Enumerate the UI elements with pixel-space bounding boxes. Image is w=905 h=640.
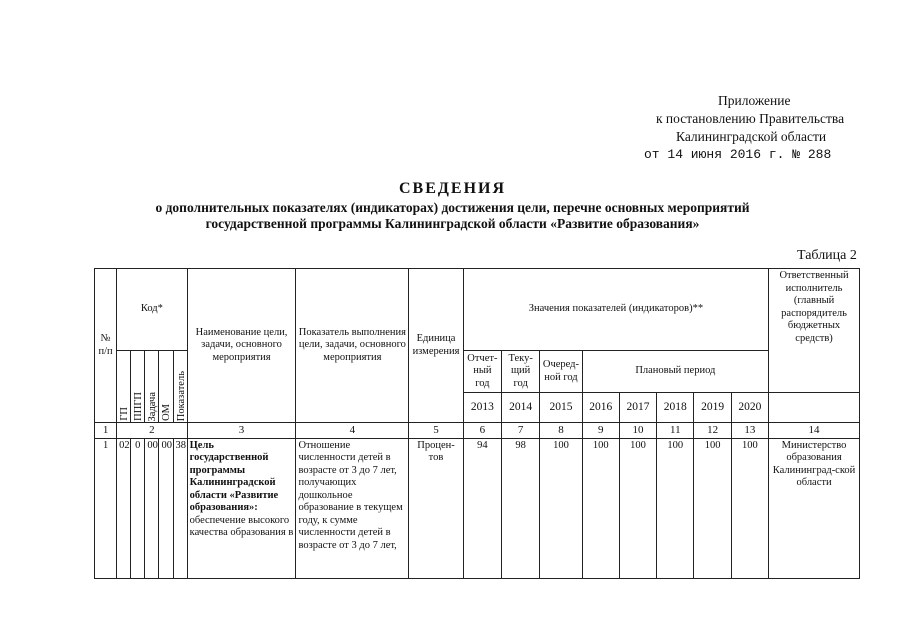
document-title [0, 180, 905, 232]
row-code-gp: 02 [117, 438, 131, 578]
row-value-2019: 100 [694, 438, 731, 578]
year-2014: 2014 [502, 393, 540, 423]
code-col-indicator-label: Показатель [175, 370, 187, 421]
header-current: Теку-щий год [502, 351, 540, 393]
title-line3: государственной программы Калининградской области «Развитие образования» [205, 216, 700, 231]
code-col-gp [117, 351, 131, 423]
code-col-om-label: ОМ [161, 404, 173, 421]
code-col-om [159, 351, 173, 423]
header-responsible-blank [769, 393, 860, 423]
code-col-ppgp-label: ППГП [133, 392, 145, 421]
colnum-8: 8 [540, 423, 582, 439]
header-num: № п/п [95, 269, 117, 423]
column-number-row [95, 423, 860, 439]
row-value-2016: 100 [582, 438, 619, 578]
table-label: Таблица 2 [797, 248, 857, 263]
code-col-indicator [173, 351, 187, 423]
row-indicator: Отношение численности детей в возрасте от 3 до 7 лет, получающих дошкольное образование в текущем году, к сумме численности детей в возрасте от 3 до 7 лет, [296, 438, 409, 578]
header-planned: Плановый период [582, 351, 769, 393]
colnum-12: 12 [694, 423, 731, 439]
header-responsible: Ответственный исполнитель (главный распорядитель бюджетных средств) [769, 269, 860, 393]
year-2015: 2015 [540, 393, 582, 423]
colnum-13: 13 [731, 423, 768, 439]
row-value-2014: 98 [502, 438, 540, 578]
year-2020: 2020 [731, 393, 768, 423]
year-2017: 2017 [619, 393, 656, 423]
code-col-task-label: Задача [147, 391, 159, 421]
colnum-1: 1 [95, 423, 117, 439]
row-code-om: 00 [159, 438, 173, 578]
year-2013: 2013 [463, 393, 501, 423]
colnum-5: 5 [409, 423, 463, 439]
colnum-2: 2 [117, 423, 187, 439]
year-2019: 2019 [694, 393, 731, 423]
code-col-ppgp [131, 351, 145, 423]
header-indicator: Показатель выполнения цели, задачи, основного мероприятия [296, 269, 409, 423]
year-2018: 2018 [657, 393, 694, 423]
appendix-date-text: от 14 июня 2016 г. № [644, 147, 801, 162]
row-code-indicator: 38 [173, 438, 187, 578]
header-reporting: Отчет-ный год [463, 351, 501, 393]
row-responsible: Министерство образования Калининград-ской области [769, 438, 860, 578]
header-next: Очеред-ной год [540, 351, 582, 393]
header-unit: Единица измерения [409, 269, 463, 423]
row-num: 1 [95, 438, 117, 578]
row-value-2018: 100 [657, 438, 694, 578]
colnum-11: 11 [657, 423, 694, 439]
row-code-ppgp: 0 [131, 438, 145, 578]
row-unit: Процен-тов [409, 438, 463, 578]
colnum-14: 14 [769, 423, 860, 439]
row-value-2020: 100 [731, 438, 768, 578]
indicators-table [94, 268, 860, 579]
colnum-10: 10 [619, 423, 656, 439]
colnum-6: 6 [463, 423, 501, 439]
title-main: СВЕДЕНИЯ [398, 180, 507, 197]
header-row-1 [95, 269, 860, 351]
colnum-4: 4 [296, 423, 409, 439]
appendix-title: Приложение [718, 93, 791, 108]
code-col-task [145, 351, 159, 423]
row-name-bold: Цель государственной программы Калининградской области «Развитие образования»: [189, 439, 279, 513]
appendix-number: 288 [807, 147, 832, 162]
code-col-gp-label: ГП [119, 407, 131, 421]
row-name-rest: обеспечение высокого качества образования в [189, 514, 294, 538]
row-value-2013: 94 [463, 438, 501, 578]
year-2016: 2016 [582, 393, 619, 423]
row-value-2017: 100 [619, 438, 656, 578]
table-row [95, 438, 860, 578]
colnum-7: 7 [502, 423, 540, 439]
appendix-decree: к постановлению Правительства [656, 111, 845, 126]
appendix-region: Калининградской области [676, 129, 827, 144]
colnum-3: 3 [187, 423, 296, 439]
appendix-block [560, 92, 890, 164]
header-values: Значения показателей (индикаторов)** [463, 269, 768, 351]
colnum-9: 9 [582, 423, 619, 439]
appendix-date [560, 146, 890, 164]
header-code: Код* [117, 269, 187, 351]
header-name: Наименование цели, задачи, основного мероприятия [187, 269, 296, 423]
title-line2: о дополнительных показателях (индикаторах) достижения цели, перечне основных мероприятий [155, 200, 750, 215]
row-value-2015: 100 [540, 438, 582, 578]
row-name [187, 438, 296, 578]
row-code-task: 00 [145, 438, 159, 578]
